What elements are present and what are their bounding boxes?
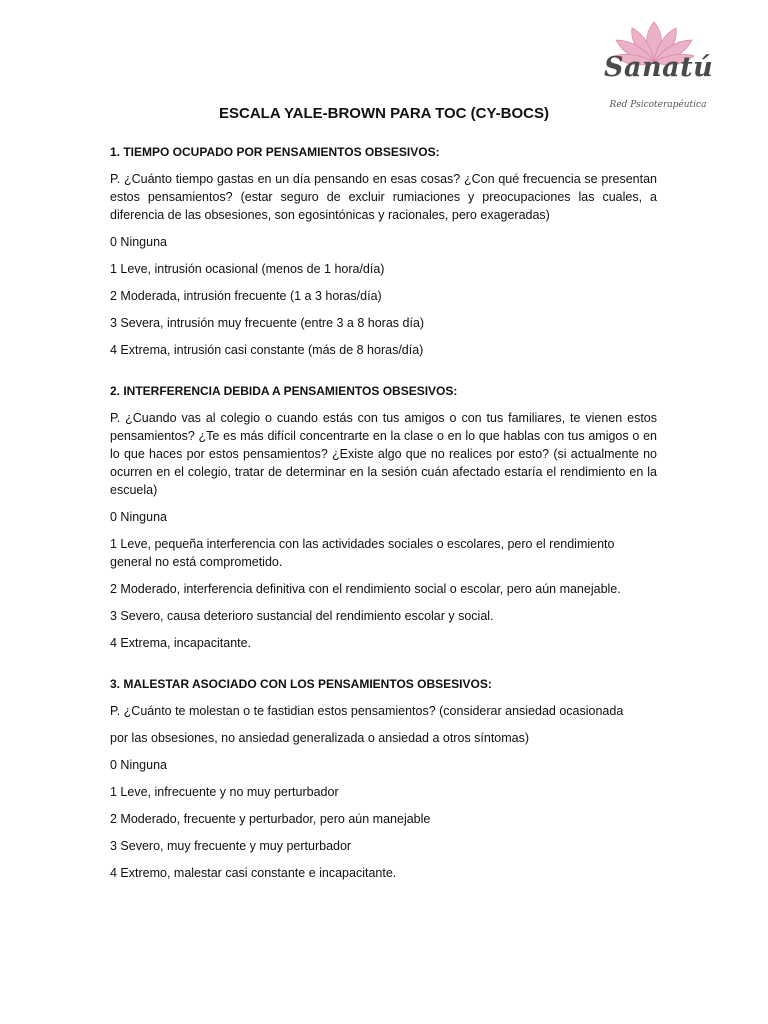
logo-wordmark: Sanatú <box>604 52 714 83</box>
answer-option: 2 Moderada, intrusión frecuente (1 a 3 horas/día) <box>110 289 382 303</box>
section-question-line-2: por las obsesiones, no ansiedad generalizada o ansiedad a otros síntomas) <box>110 731 530 745</box>
section-spacer <box>110 652 657 676</box>
answer-option: 4 Extrema, incapacitante. <box>110 636 252 650</box>
answer-option: 1 Leve, infrecuente y no muy perturbador <box>110 785 339 799</box>
document-title: ESCALA YALE-BROWN PARA TOC (CY-BOCS) <box>218 105 549 122</box>
answer-option: 2 Moderado, frecuente y perturbador, pero aún manejable <box>110 812 431 826</box>
section-heading: 1. TIEMPO OCUPADO POR PENSAMIENTOS OBSESIVOS: <box>110 145 440 159</box>
section-2 <box>110 383 657 652</box>
section-heading: 3. MALESTAR ASOCIADO CON LOS PENSAMIENTOS OBSESIVOS: <box>110 677 492 691</box>
section-question-line-1: P. ¿Cuánto te molestan o te fastidian estos pensamientos? (considerar ansiedad ocasionada <box>110 704 624 718</box>
section-spacer <box>110 359 657 383</box>
logo-tagline: Red Psicoterapéutica <box>609 100 707 110</box>
answer-option: 4 Extremo, malestar casi constante e incapacitante. <box>110 866 397 880</box>
answer-option: 1 Leve, pequeña interferencia con las actividades sociales o escolares, pero el rendimiento general no está comprometido. <box>110 537 615 569</box>
answer-option: 0 Ninguna <box>110 758 167 772</box>
answer-option: 2 Moderado, interferencia definitiva con el rendimiento social o escolar, pero aún manejable. <box>110 582 621 596</box>
answer-option: 3 Severo, muy frecuente y muy perturbador <box>110 839 352 853</box>
answer-option: 3 Severo, causa deterioro sustancial del rendimiento escolar y social. <box>110 609 494 623</box>
sanatu-logo <box>600 18 714 110</box>
section-heading: 2. INTERFERENCIA DEBIDA A PENSAMIENTOS OBSESIVOS: <box>110 384 458 398</box>
answer-option: 0 Ninguna <box>110 235 167 249</box>
section-question: P. ¿Cuánto tiempo gastas en un día pensando en esas cosas? ¿Con qué frecuencia se presentan estos pensamientos? (estar seguro de excluir rumiaciones y preocupaciones las cuales, a diferencia de las obsesiones, son egosintónicas y racionales, pero exageradas) <box>110 172 657 222</box>
answer-option: 1 Leve, intrusión ocasional (menos de 1 hora/día) <box>110 262 385 276</box>
answer-option: 0 Ninguna <box>110 510 167 524</box>
answer-option: 4 Extrema, intrusión casi constante (más de 8 horas/día) <box>110 343 424 357</box>
document-body <box>110 144 657 882</box>
section-question: P. ¿Cuando vas al colegio o cuando estás con tus amigos o con tus familiares, te vienen estos pensamientos? ¿Te es más difícil concentrarte en la clase o en lo que hablas con tus amigos o en lo que haces por estos pensamientos? ¿Existe algo que no realices por esto? (si actualmente no ocurren en el colegio, tratar de determinar en la sesión cuán afectado estaría el rendimiento en la escuela) <box>110 411 657 497</box>
answer-option: 3 Severa, intrusión muy frecuente (entre 3 a 8 horas día) <box>110 316 425 330</box>
section-3 <box>110 676 657 882</box>
section-1 <box>110 144 657 359</box>
